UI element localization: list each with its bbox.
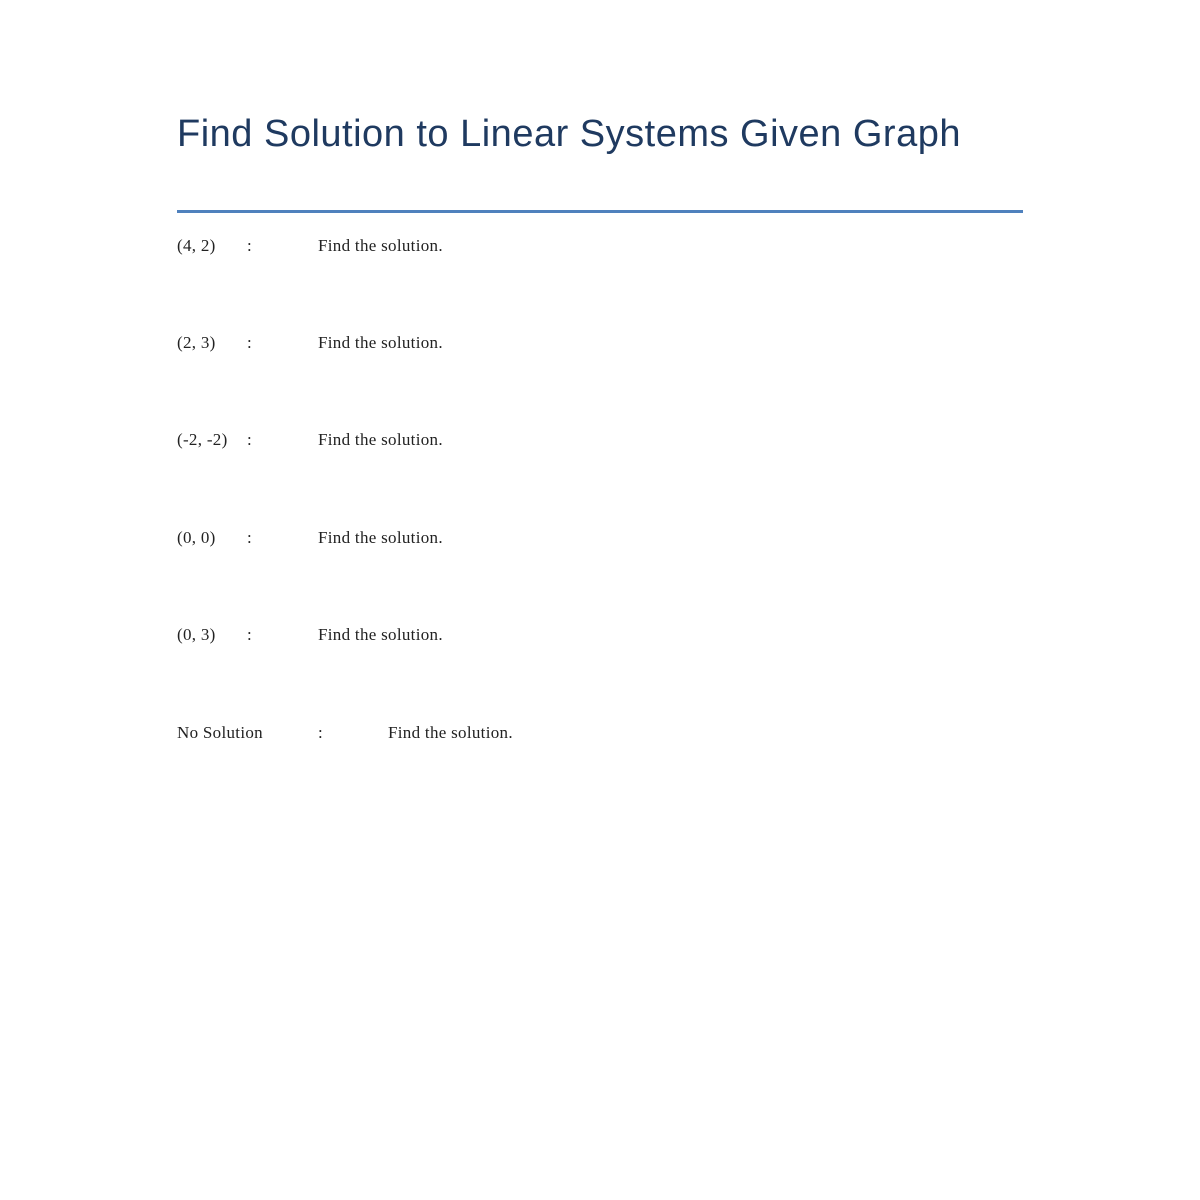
answer-separator: : xyxy=(247,236,253,255)
answer-prompt: Find the solution. xyxy=(318,528,443,547)
answer-prompt: Find the solution. xyxy=(318,625,443,644)
answer-prompt: Find the solution. xyxy=(318,333,443,352)
answer-separator: : xyxy=(247,430,253,449)
answer-prompt: Find the solution. xyxy=(388,723,513,742)
answer-prompt: Find the solution. xyxy=(318,430,443,449)
answer-value: (-2, -2) xyxy=(177,430,228,449)
page-title: Find Solution to Linear Systems Given Graph xyxy=(177,113,961,155)
answer-separator: : xyxy=(318,723,324,742)
answer-separator: : xyxy=(247,528,253,547)
answer-separator: : xyxy=(247,625,253,644)
answer-separator: : xyxy=(247,333,253,352)
title-underline xyxy=(177,210,1023,213)
answer-value: No Solution xyxy=(177,723,263,742)
answer-value: (0, 0) xyxy=(177,528,216,547)
answer-prompt: Find the solution. xyxy=(318,236,443,255)
answer-value: (0, 3) xyxy=(177,625,216,644)
answer-value: (4, 2) xyxy=(177,236,216,255)
answer-value: (2, 3) xyxy=(177,333,216,352)
